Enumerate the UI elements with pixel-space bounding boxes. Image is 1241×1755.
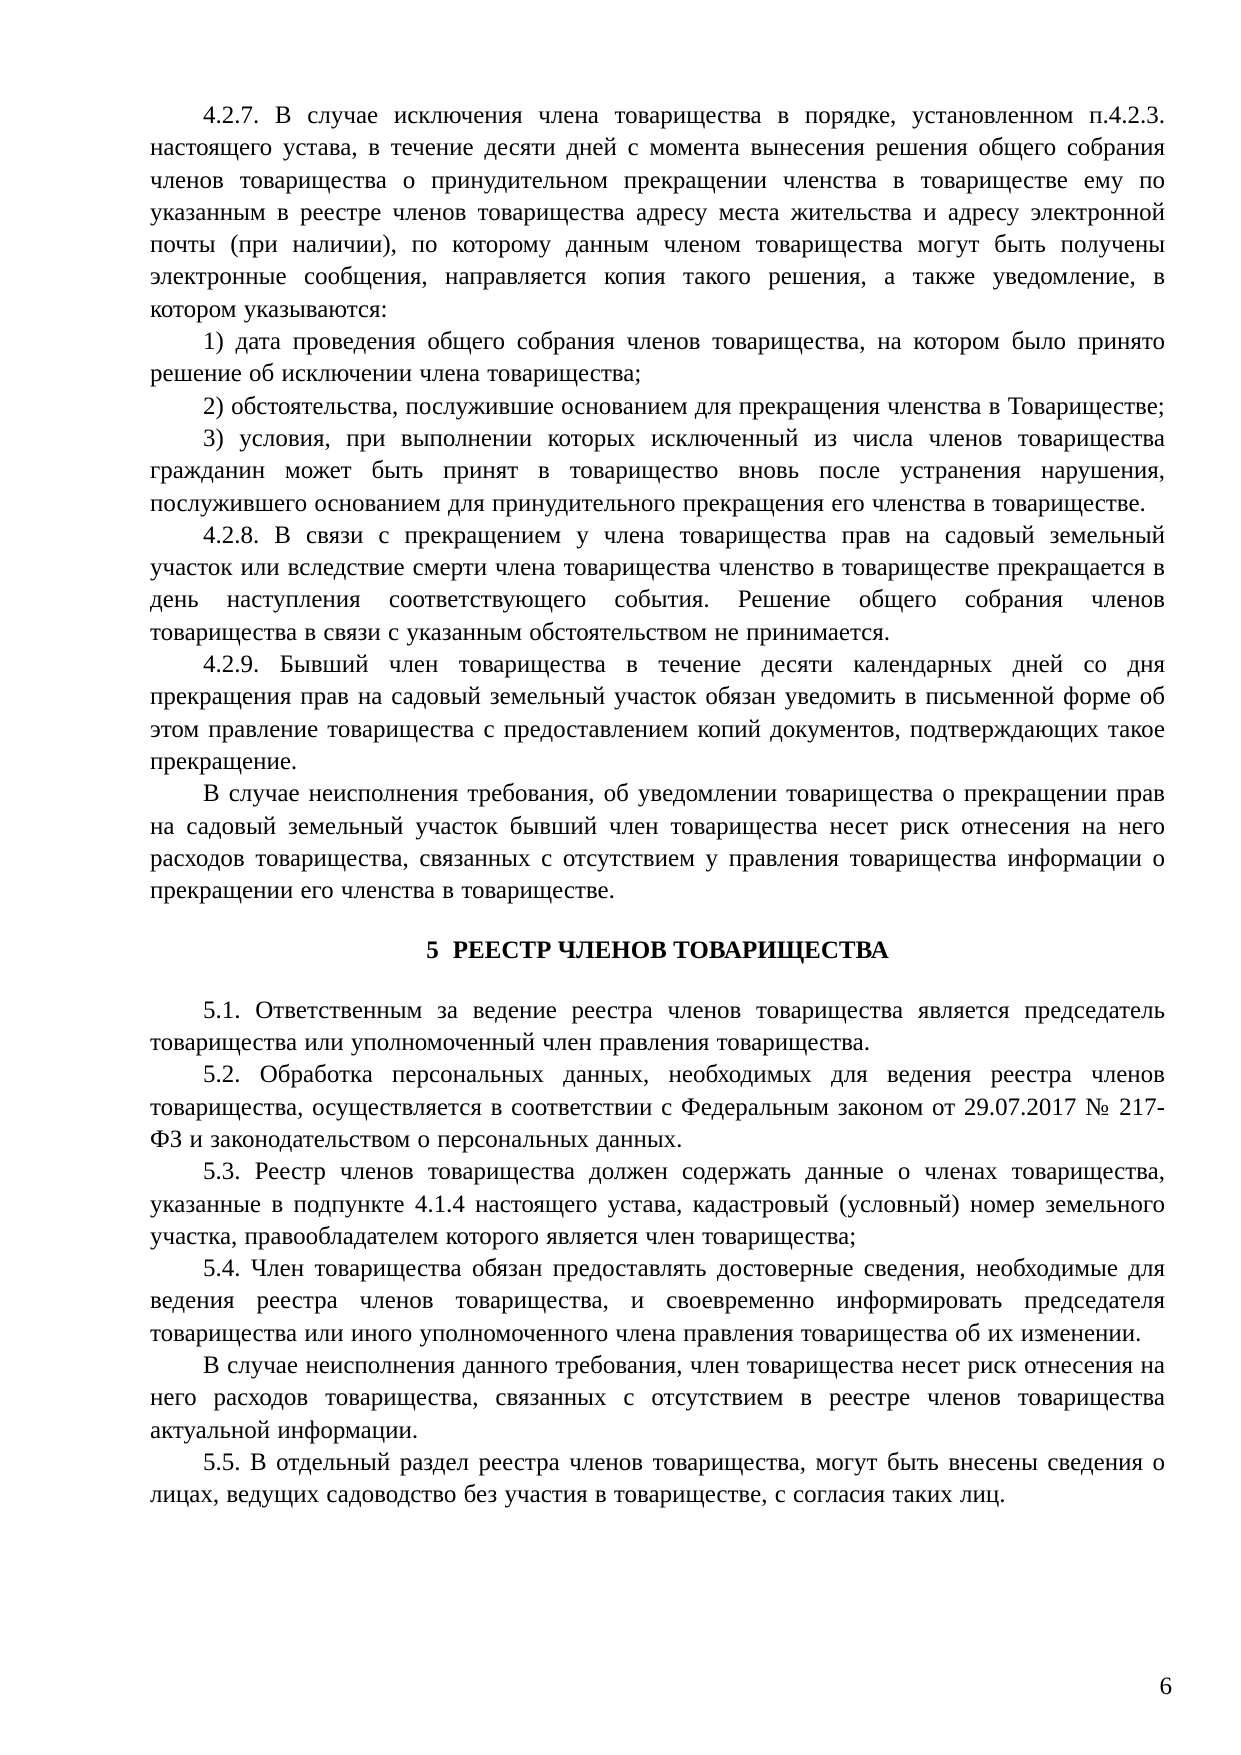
clause-4-2-9: 4.2.9. Бывший член товарищества в течение десяти календарных дней со дня прекращения прав на садовый земельный участок обязан уведомить в письменной форме об этом правление товарищества с предоставлением копий документов, подтверждающих такое прекращение. xyxy=(150,651,1165,775)
list-item-3: 3) условия, при выполнении которых исключенный из числа членов товарищества гражданин может быть принят в товарищество вновь после устранения нарушения, послужившего основанием для принудительного прекращения его членства в товариществе. xyxy=(150,424,1165,517)
clause-5-3: 5.3. Реестр членов товарищества должен содержать данные о членах товарищества, указанные в подпункте 4.1.4 настоящего устава, кадастровый (условный) номер земельного участка, правообладателем которого является член товарищества; xyxy=(150,1158,1165,1250)
clause-5-1: 5.1. Ответственным за ведение реестра членов товарищества является председатель товарищества или уполномоченный член правления товарищества. xyxy=(150,996,1165,1057)
section-5-heading-number: 5 xyxy=(426,937,439,965)
section-5-heading-title: РЕЕСТР ЧЛЕНОВ ТОВАРИЩЕСТВА xyxy=(452,937,889,965)
clause-5-5: 5.5. В отдельный раздел реестра членов товарищества, могут быть внесены сведения о лицах, ведущих садоводство без участия в товариществе, с согласия таких лиц. xyxy=(150,1448,1165,1509)
section-5-heading xyxy=(150,935,1165,967)
list-item-2: 2) обстоятельства, послужившие основанием для прекращения членства в Товариществе; xyxy=(203,392,1165,420)
notice-paragraph-membership-termination: В случае неисполнения требования, об уведомлении товарищества о прекращении прав на садовый земельный участок бывший член товарищества несет риск отнесения на него расходов товарищества, связанных с отсутствием у правления товарищества информации о прекращении его членства в товариществе. xyxy=(150,780,1165,905)
list-item-1: 1) дата проведения общего собрания членов товарищества, на котором было принято решение об исключении члена товарищества; xyxy=(150,328,1165,388)
clause-4-2-7: 4.2.7. В случае исключения члена товарищества в порядке, установленном п.4.2.3. настоящего устава, в течение десяти дней с момента вынесения решения общего собрания членов товарищества о принудительном прекращении членства в товариществе ему по указанным в реестре членов товарищества адресу места жительства и адресу электронной почты (при наличии), по которому данным членом товарищества могут быть получены электронные сообщения, направляется копия такого решения, а также уведомление, в котором указываются: xyxy=(150,102,1165,323)
page-number: 6 xyxy=(1159,1673,1172,1700)
clause-5-4: 5.4. Член товарищества обязан предоставлять достоверные сведения, необходимые для ведения реестра членов товарищества, и своевременно информировать председателя товарищества или иного уполномоченного члена правления товарищества об их изменении. xyxy=(150,1255,1165,1347)
clause-5-2: 5.2. Обработка персональных данных, необходимых для ведения реестра членов товарищества, осуществляется в соответствии с Федеральным законом от 29.07.2017 № 217-ФЗ и законодательством о персональных данных. xyxy=(150,1061,1165,1153)
notice-paragraph-registry-information: В случае неисполнения данного требования, член товарищества несет риск отнесения на него расходов товарищества, связанных с отсутствием в реестре членов товарищества актуальной информации. xyxy=(150,1351,1165,1444)
clause-4-2-8: 4.2.8. В связи с прекращением у члена товарищества прав на садовый земельный участок или вследствие смерти члена товарищества членство в товариществе прекращается в день наступления соответствующего события. Решение общего собрания членов товарищества в связи с указанным обстоятельством не принимается. xyxy=(150,521,1165,646)
